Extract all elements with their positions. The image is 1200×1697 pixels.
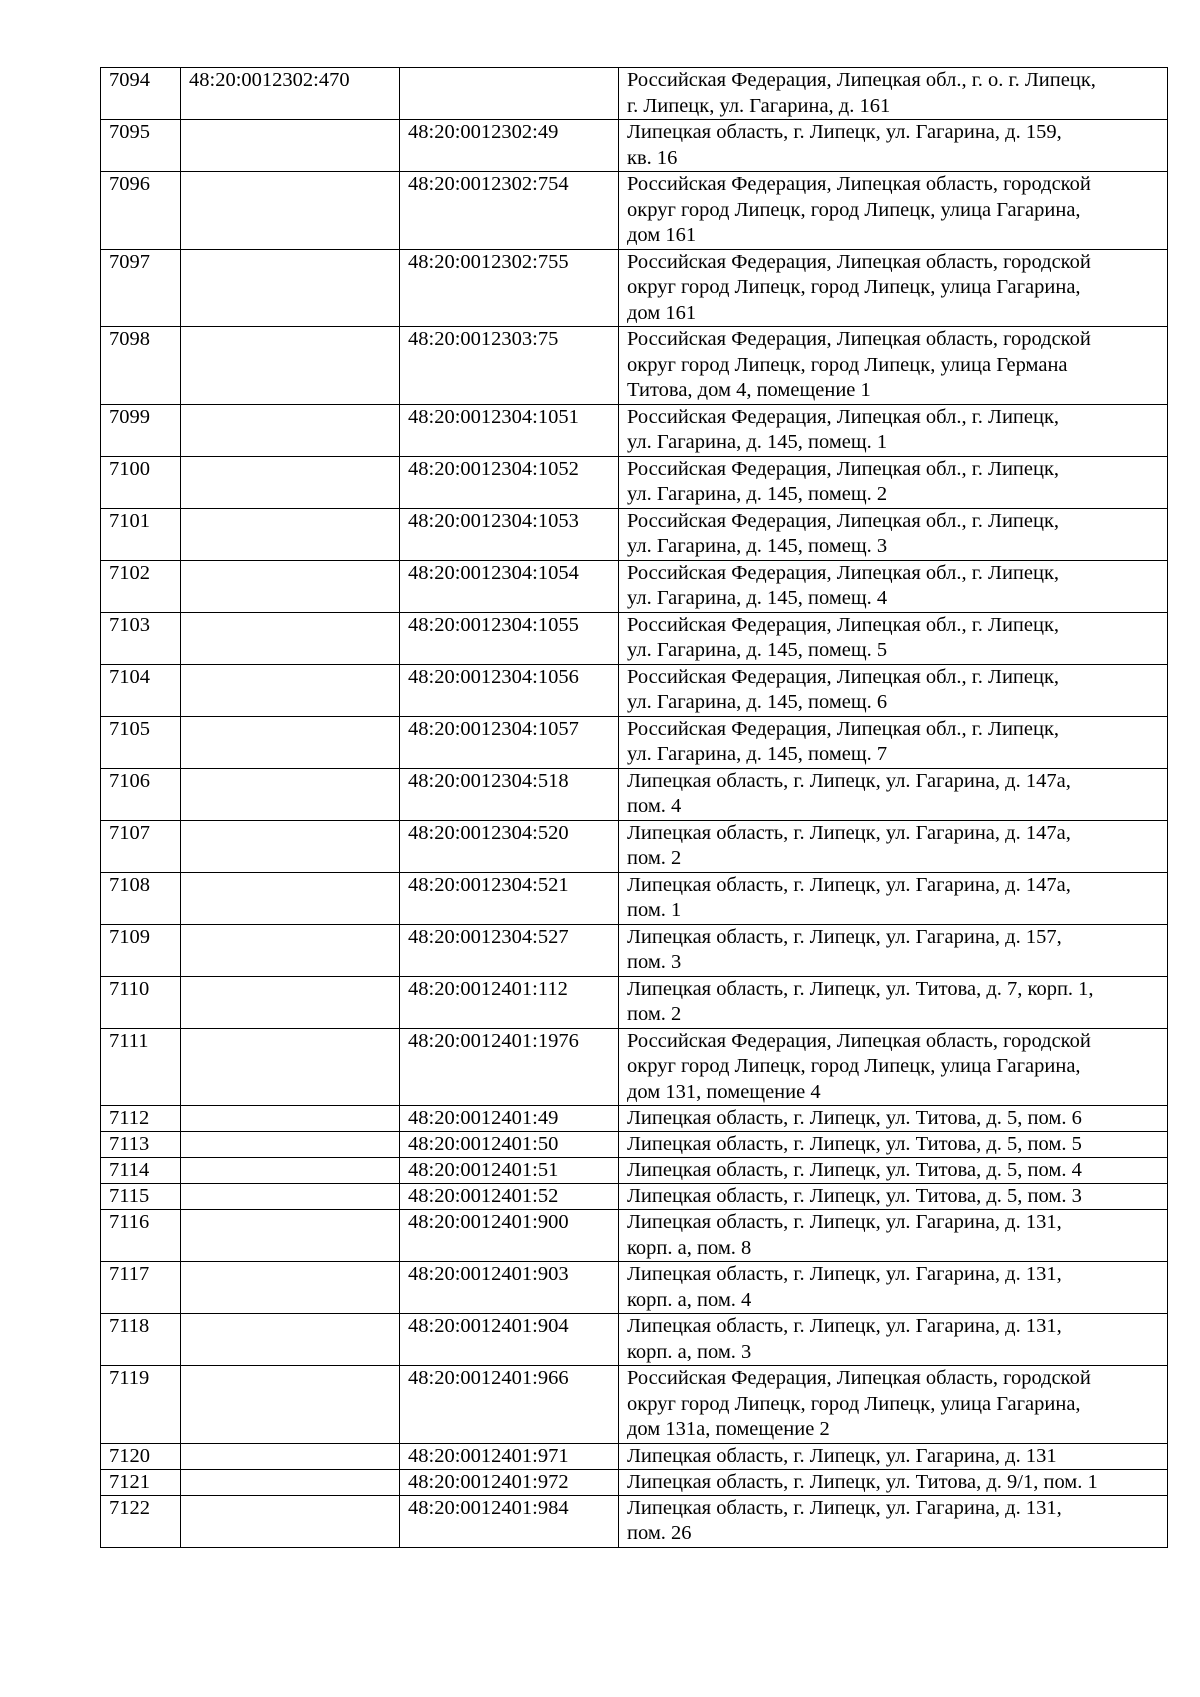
cadastral-number-cell-primary [181, 120, 400, 172]
address-cell [619, 1443, 1168, 1469]
row-number-cell: 7104 [101, 664, 181, 716]
address-line: Российская Федерация, Липецкая обл., г. Липецк, [627, 613, 1060, 636]
address-cell [619, 249, 1168, 327]
table-row [101, 508, 1168, 560]
table-row [101, 1443, 1168, 1469]
address-line: пом. 1 [627, 899, 682, 921]
cadastral-number-cell-primary [181, 976, 400, 1028]
address-cell [619, 172, 1168, 250]
cadastral-number-cell-primary [181, 768, 400, 820]
address-cell [619, 1495, 1168, 1547]
address-line: Липецкая область, г. Липецк, ул. Гагарина, д. 159, [627, 121, 1062, 143]
address-cell [619, 1132, 1168, 1158]
address-cell [619, 327, 1168, 405]
address-line: Российская Федерация, Липецкая обл., г. Липецк, [627, 665, 1060, 688]
cadastral-number-cell-secondary: 48:20:0012304:1056 [400, 664, 619, 716]
address-line: Липецкая область, г. Липецк, ул. Гагарина, д. 131, [627, 1315, 1062, 1337]
address-line: Липецкая область, г. Липецк, ул. Гагарина, д. 147а, [627, 873, 1071, 896]
address-cell [619, 120, 1168, 172]
address-line: ул. Гагарина, д. 145, помещ. 1 [627, 431, 888, 453]
table-row [101, 1495, 1168, 1547]
address-cell [619, 404, 1168, 456]
row-number-cell: 7108 [101, 872, 181, 924]
cadastral-number-cell-primary [181, 560, 400, 612]
address-cell [619, 612, 1168, 664]
row-number-cell: 7100 [101, 456, 181, 508]
cadastral-number-cell-secondary: 48:20:0012401:904 [400, 1314, 619, 1366]
address-line: Российская Федерация, Липецкая область, городской [627, 250, 1091, 273]
cadastral-number-cell-primary [181, 612, 400, 664]
table-row [101, 456, 1168, 508]
address-line: Российская Федерация, Липецкая обл., г. Липецк, [627, 405, 1060, 428]
address-cell [619, 1184, 1168, 1210]
cadastral-number-cell-secondary: 48:20:0012304:521 [400, 872, 619, 924]
cadastral-number-cell-secondary: 48:20:0012304:1051 [400, 404, 619, 456]
table-row [101, 976, 1168, 1028]
row-number-cell: 7117 [101, 1262, 181, 1314]
table-row [101, 1184, 1168, 1210]
address-line: дом 161 [627, 224, 697, 246]
cadastral-number-cell-secondary: 48:20:0012304:1053 [400, 508, 619, 560]
row-number-cell: 7119 [101, 1366, 181, 1444]
table-row [101, 120, 1168, 172]
address-line: Липецкая область, г. Липецк, ул. Гагарина, д. 131 [627, 1444, 1057, 1467]
address-line: Российская Федерация, Липецкая обл., г. о. г. Липецк, [627, 69, 1096, 91]
address-cell [619, 1106, 1168, 1132]
address-line: ул. Гагарина, д. 145, помещ. 2 [627, 483, 888, 505]
row-number-cell: 7099 [101, 404, 181, 456]
address-cell [619, 716, 1168, 768]
address-cell [619, 976, 1168, 1028]
property-registry-table [100, 67, 1168, 1548]
address-line: пом. 3 [627, 951, 682, 973]
cadastral-number-cell-primary [181, 508, 400, 560]
address-cell [619, 508, 1168, 560]
table-row [101, 924, 1168, 976]
address-line: Липецкая область, г. Липецк, ул. Гагарина, д. 131, [627, 1263, 1062, 1285]
table-row [101, 664, 1168, 716]
cadastral-number-cell-primary [181, 172, 400, 250]
address-cell [619, 68, 1168, 120]
address-line: Российская Федерация, Липецкая область, городской [627, 1367, 1091, 1389]
row-number-cell: 7109 [101, 924, 181, 976]
table-row [101, 327, 1168, 405]
address-line: Липецкая область, г. Липецк, ул. Титова, д. 7, корп. 1, [627, 977, 1094, 1000]
address-line: пом. 4 [627, 795, 682, 817]
address-line: Липецкая область, г. Липецк, ул. Гагарина, д. 131, [627, 1496, 1062, 1519]
cadastral-number-cell-secondary: 48:20:0012401:900 [400, 1210, 619, 1262]
address-line: округ город Липецк, город Липецк, улица Гагарина, [627, 1392, 1081, 1415]
cadastral-number-cell-primary [181, 1184, 400, 1210]
row-number-cell: 7115 [101, 1184, 181, 1210]
cadastral-number-cell-primary [181, 872, 400, 924]
cadastral-number-cell-primary [181, 1495, 400, 1547]
row-number-cell: 7101 [101, 508, 181, 560]
table-row [101, 612, 1168, 664]
address-line: Липецкая область, г. Липецк, ул. Титова, д. 5, пом. 6 [627, 1107, 1082, 1129]
address-line: Липецкая область, г. Липецк, ул. Титова, д. 5, пом. 4 [627, 1159, 1082, 1181]
table-row [101, 1158, 1168, 1184]
address-line: Российская Федерация, Липецкая обл., г. Липецк, [627, 457, 1060, 480]
row-number-cell: 7112 [101, 1106, 181, 1132]
row-number-cell: 7110 [101, 976, 181, 1028]
table-row [101, 1366, 1168, 1444]
address-line: Российская Федерация, Липецкая область, городской [627, 173, 1091, 195]
table-row [101, 872, 1168, 924]
address-line: Российская Федерация, Липецкая область, городской [627, 1029, 1091, 1052]
cadastral-number-cell-primary [181, 716, 400, 768]
cadastral-number-cell-secondary: 48:20:0012401:1976 [400, 1028, 619, 1106]
cadastral-number-cell-primary [181, 924, 400, 976]
address-line: ул. Гагарина, д. 145, помещ. 6 [627, 691, 888, 713]
row-number-cell: 7111 [101, 1028, 181, 1106]
cadastral-number-cell-secondary: 48:20:0012401:984 [400, 1495, 619, 1547]
row-number-cell: 7106 [101, 768, 181, 820]
row-number-cell: 7121 [101, 1469, 181, 1495]
cadastral-number-cell-secondary: 48:20:0012303:75 [400, 327, 619, 405]
row-number-cell: 7105 [101, 716, 181, 768]
address-cell [619, 1158, 1168, 1184]
table-row [101, 1314, 1168, 1366]
address-line: кв. 16 [627, 146, 678, 169]
address-line: Российская Федерация, Липецкая область, городской [627, 328, 1091, 350]
row-number-cell: 7116 [101, 1210, 181, 1262]
row-number-cell: 7098 [101, 327, 181, 405]
address-line: Липецкая область, г. Липецк, ул. Гагарина, д. 131, [627, 1211, 1062, 1233]
cadastral-number-cell-primary [181, 1443, 400, 1469]
table-row [101, 1132, 1168, 1158]
cadastral-number-cell-secondary: 48:20:0012401:903 [400, 1262, 619, 1314]
cadastral-number-cell-secondary: 48:20:0012401:971 [400, 1443, 619, 1469]
cadastral-number-cell-primary [181, 1106, 400, 1132]
table-row [101, 68, 1168, 120]
cadastral-number-cell-primary: 48:20:0012302:470 [181, 68, 400, 120]
address-line: Российская Федерация, Липецкая обл., г. Липецк, [627, 717, 1060, 740]
cadastral-number-cell-secondary [400, 68, 619, 120]
row-number-cell: 7114 [101, 1158, 181, 1184]
row-number-cell: 7107 [101, 820, 181, 872]
table-row [101, 404, 1168, 456]
address-cell [619, 1366, 1168, 1444]
row-number-cell: 7122 [101, 1495, 181, 1547]
address-line: Липецкая область, г. Липецк, ул. Гагарина, д. 157, [627, 925, 1062, 948]
cadastral-number-cell-primary [181, 1028, 400, 1106]
address-cell [619, 456, 1168, 508]
address-line: ул. Гагарина, д. 145, помещ. 7 [627, 743, 888, 765]
cadastral-number-cell-secondary: 48:20:0012304:1057 [400, 716, 619, 768]
cadastral-number-cell-secondary: 48:20:0012401:112 [400, 976, 619, 1028]
cadastral-number-cell-primary [181, 1158, 400, 1184]
address-line: округ город Липецк, город Липецк, улица Гагарина, [627, 1055, 1081, 1077]
cadastral-number-cell-secondary: 48:20:0012401:51 [400, 1158, 619, 1184]
cadastral-number-cell-primary [181, 1262, 400, 1314]
table-row [101, 172, 1168, 250]
cadastral-number-cell-primary [181, 249, 400, 327]
address-line: дом 161 [627, 301, 697, 324]
address-line: корп. а, пом. 4 [627, 1288, 752, 1311]
address-line: округ город Липецк, город Липецк, улица Германа [627, 353, 1068, 376]
table-row [101, 1210, 1168, 1262]
address-line: Липецкая область, г. Липецк, ул. Гагарина, д. 147а, [627, 769, 1071, 792]
cadastral-number-cell-secondary: 48:20:0012401:52 [400, 1184, 619, 1210]
table-row [101, 1469, 1168, 1495]
address-cell [619, 1314, 1168, 1366]
address-line: корп. а, пом. 8 [627, 1236, 752, 1259]
table-row [101, 768, 1168, 820]
cadastral-number-cell-primary [181, 820, 400, 872]
cadastral-number-cell-primary [181, 1132, 400, 1158]
table-row [101, 716, 1168, 768]
cadastral-number-cell-secondary: 48:20:0012302:755 [400, 249, 619, 327]
address-line: Липецкая область, г. Липецк, ул. Титова, д. 5, пом. 3 [627, 1185, 1082, 1207]
address-cell [619, 872, 1168, 924]
address-line: Российская Федерация, Липецкая обл., г. Липецк, [627, 509, 1060, 532]
cadastral-number-cell-primary [181, 1366, 400, 1444]
address-cell [619, 1210, 1168, 1262]
cadastral-number-cell-secondary: 48:20:0012401:972 [400, 1469, 619, 1495]
cadastral-number-cell-secondary: 48:20:0012302:754 [400, 172, 619, 250]
cadastral-number-cell-primary [181, 404, 400, 456]
row-number-cell: 7118 [101, 1314, 181, 1366]
address-line: Липецкая область, г. Липецк, ул. Гагарина, д. 147а, [627, 821, 1071, 844]
address-cell [619, 768, 1168, 820]
address-cell [619, 924, 1168, 976]
cadastral-number-cell-secondary: 48:20:0012304:518 [400, 768, 619, 820]
row-number-cell: 7103 [101, 612, 181, 664]
row-number-cell: 7094 [101, 68, 181, 120]
address-cell [619, 1028, 1168, 1106]
address-cell [619, 664, 1168, 716]
cadastral-number-cell-primary [181, 456, 400, 508]
cadastral-number-cell-secondary: 48:20:0012304:1054 [400, 560, 619, 612]
address-line: округ город Липецк, город Липецк, улица Гагарина, [627, 276, 1081, 298]
cadastral-number-cell-secondary: 48:20:0012401:49 [400, 1106, 619, 1132]
cadastral-number-cell-secondary: 48:20:0012401:50 [400, 1132, 619, 1158]
table-row [101, 560, 1168, 612]
address-line: пом. 2 [627, 847, 682, 869]
cadastral-number-cell-secondary: 48:20:0012304:520 [400, 820, 619, 872]
cadastral-number-cell-primary [181, 327, 400, 405]
address-cell [619, 1262, 1168, 1314]
row-number-cell: 7095 [101, 120, 181, 172]
table-row [101, 1106, 1168, 1132]
address-line: пом. 26 [627, 1522, 692, 1544]
address-line: ул. Гагарина, д. 145, помещ. 4 [627, 587, 888, 609]
cadastral-number-cell-primary [181, 1469, 400, 1495]
address-line: Российская Федерация, Липецкая обл., г. Липецк, [627, 561, 1060, 584]
address-line: ул. Гагарина, д. 145, помещ. 5 [627, 639, 888, 661]
address-line: Липецкая область, г. Липецк, ул. Титова, д. 5, пом. 5 [627, 1133, 1082, 1155]
cadastral-number-cell-primary [181, 1314, 400, 1366]
row-number-cell: 7097 [101, 249, 181, 327]
cadastral-number-cell-secondary: 48:20:0012304:1055 [400, 612, 619, 664]
address-line: корп. а, пом. 3 [627, 1340, 752, 1363]
cadastral-number-cell-secondary: 48:20:0012304:1052 [400, 456, 619, 508]
address-line: дом 131, помещение 4 [627, 1080, 821, 1103]
table-row [101, 820, 1168, 872]
row-number-cell: 7120 [101, 1443, 181, 1469]
table-row [101, 1028, 1168, 1106]
address-cell [619, 820, 1168, 872]
registry-table-body [101, 68, 1168, 1548]
address-line: Липецкая область, г. Липецк, ул. Титова, д. 9/1, пом. 1 [627, 1470, 1098, 1493]
cadastral-number-cell-primary [181, 1210, 400, 1262]
address-line: г. Липецк, ул. Гагарина, д. 161 [627, 94, 891, 117]
row-number-cell: 7096 [101, 172, 181, 250]
address-line: дом 131а, помещение 2 [627, 1418, 830, 1440]
row-number-cell: 7113 [101, 1132, 181, 1158]
address-cell [619, 560, 1168, 612]
address-cell [619, 1469, 1168, 1495]
table-row [101, 249, 1168, 327]
cadastral-number-cell-primary [181, 664, 400, 716]
table-row [101, 1262, 1168, 1314]
address-line: Титова, дом 4, помещение 1 [627, 379, 871, 401]
address-line: округ город Липецк, город Липецк, улица Гагарина, [627, 198, 1081, 221]
address-line: пом. 2 [627, 1003, 682, 1025]
cadastral-number-cell-secondary: 48:20:0012401:966 [400, 1366, 619, 1444]
cadastral-number-cell-secondary: 48:20:0012304:527 [400, 924, 619, 976]
row-number-cell: 7102 [101, 560, 181, 612]
address-line: ул. Гагарина, д. 145, помещ. 3 [627, 535, 888, 557]
cadastral-number-cell-secondary: 48:20:0012302:49 [400, 120, 619, 172]
